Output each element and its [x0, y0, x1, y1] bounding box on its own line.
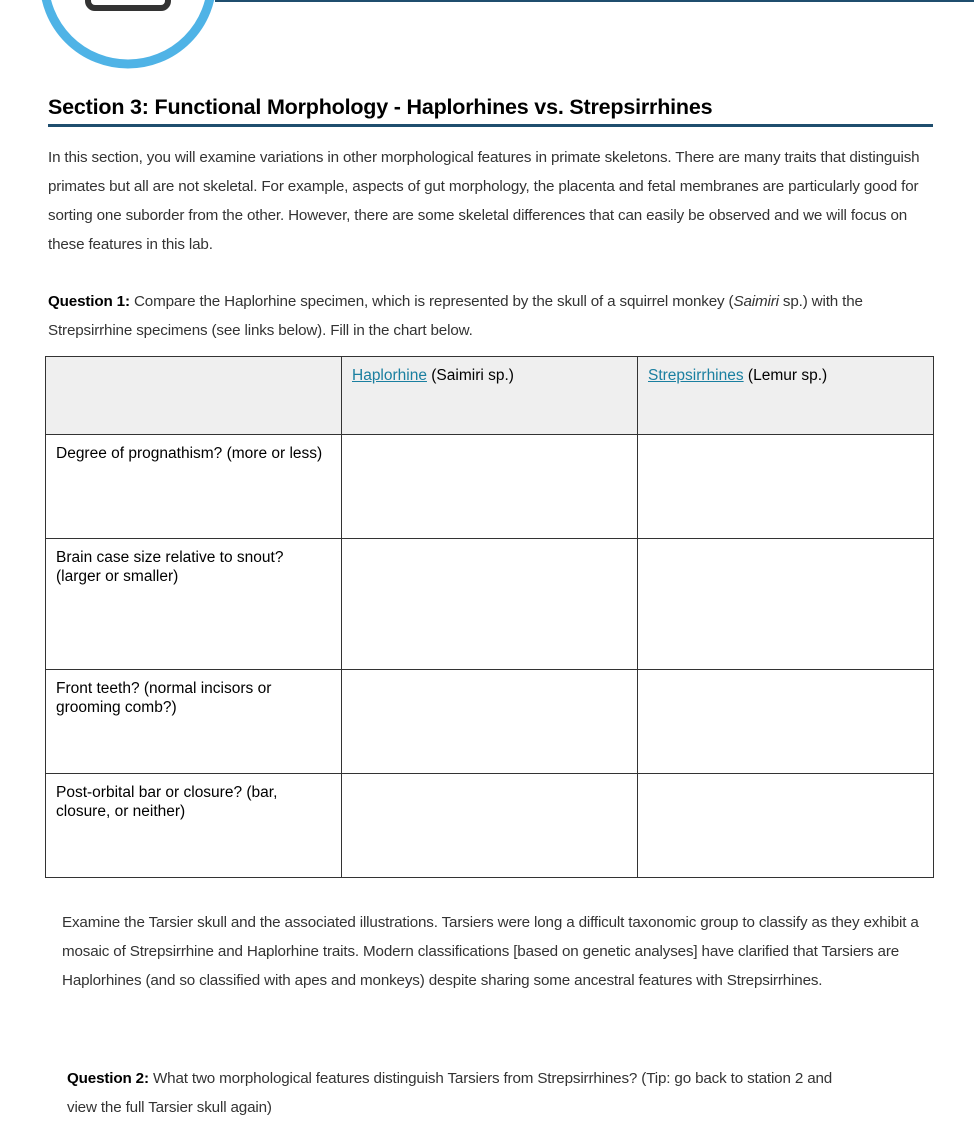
strepsirrhines-link[interactable]: Strepsirrhines [648, 367, 744, 384]
cell-haplorhine-brain-case[interactable] [342, 539, 638, 670]
monitor-icon [38, 0, 218, 70]
question-1-label: Question 1: [48, 293, 130, 310]
cell-haplorhine-front-teeth[interactable] [342, 670, 638, 774]
table-header-empty [46, 357, 342, 435]
question-1-genus: Saimiri [733, 293, 779, 310]
cell-strepsirrhine-prognathism[interactable] [638, 435, 934, 539]
row-label-prognathism: Degree of prognathism? (more or less) [46, 435, 342, 539]
question-1-text-after: sp.) with the Strepsirrhine specimens (see links below). Fill in the chart below. [48, 293, 863, 339]
question-2-label: Question 2: [67, 1070, 149, 1087]
question-2-text: What two morphological features distinguish Tarsiers from Strepsirrhines? (Tip: go back to station 2 and view the full Tarsier skull again) [67, 1070, 833, 1116]
table-row [46, 435, 934, 539]
haplorhine-header-suffix: (Saimiri sp.) [426, 367, 514, 384]
intro-paragraph: In this section, you will examine variations in other morphological features in primate skeletons. There are many traits that distinguish primates but all are not skeletal. For example, aspects of gut morphology, the placenta and fetal membranes are particularly good for sorting one suborder from the other. However, there are some skeletal differences that can easily be observed and we will focus on these features in this lab. [48, 149, 920, 253]
cell-haplorhine-post-orbital[interactable] [342, 774, 638, 878]
haplorhine-link[interactable]: Haplorhine [352, 367, 427, 384]
table-header-haplorhine [342, 357, 638, 435]
table-row [46, 670, 934, 774]
table-row [46, 539, 934, 670]
cell-strepsirrhine-brain-case[interactable] [638, 539, 934, 670]
comparison-table [45, 356, 934, 878]
top-rule [215, 0, 974, 2]
cell-strepsirrhine-post-orbital[interactable] [638, 774, 934, 878]
table-row [46, 774, 934, 878]
question-1-text-before: Compare the Haplorhine specimen, which is represented by the skull of a squirrel monkey ( [129, 293, 734, 310]
cell-strepsirrhine-front-teeth[interactable] [638, 670, 934, 774]
row-label-front-teeth: Front teeth? (normal incisors or grooming comb?) [46, 670, 342, 774]
section-title: Section 3: Functional Morphology - Haplorhines vs. Strepsirrhines [48, 95, 713, 119]
question-1 [48, 287, 928, 345]
row-label-post-orbital: Post-orbital bar or closure? (bar, closure, or neither) [46, 774, 342, 878]
tarsier-paragraph: Examine the Tarsier skull and the associated illustrations. Tarsiers were long a difficult taxonomic group to classify as they exhibit a mosaic of Strepsirrhine and Haplorhine traits. Modern classifications [based on genetic analyses] have clarified that Tarsiers are Haplorhines (and so classified with apes and monkeys) despite sharing some ancestral features with Strepsirrhines. [62, 914, 919, 989]
table-header-row [46, 357, 934, 435]
question-2 [67, 1064, 847, 1122]
table-header-strepsirrhine [638, 357, 934, 435]
row-label-brain-case: Brain case size relative to snout? (larger or smaller) [46, 539, 342, 670]
title-underline [48, 124, 933, 127]
strepsirrhine-header-suffix: (Lemur sp.) [743, 367, 828, 384]
cell-haplorhine-prognathism[interactable] [342, 435, 638, 539]
